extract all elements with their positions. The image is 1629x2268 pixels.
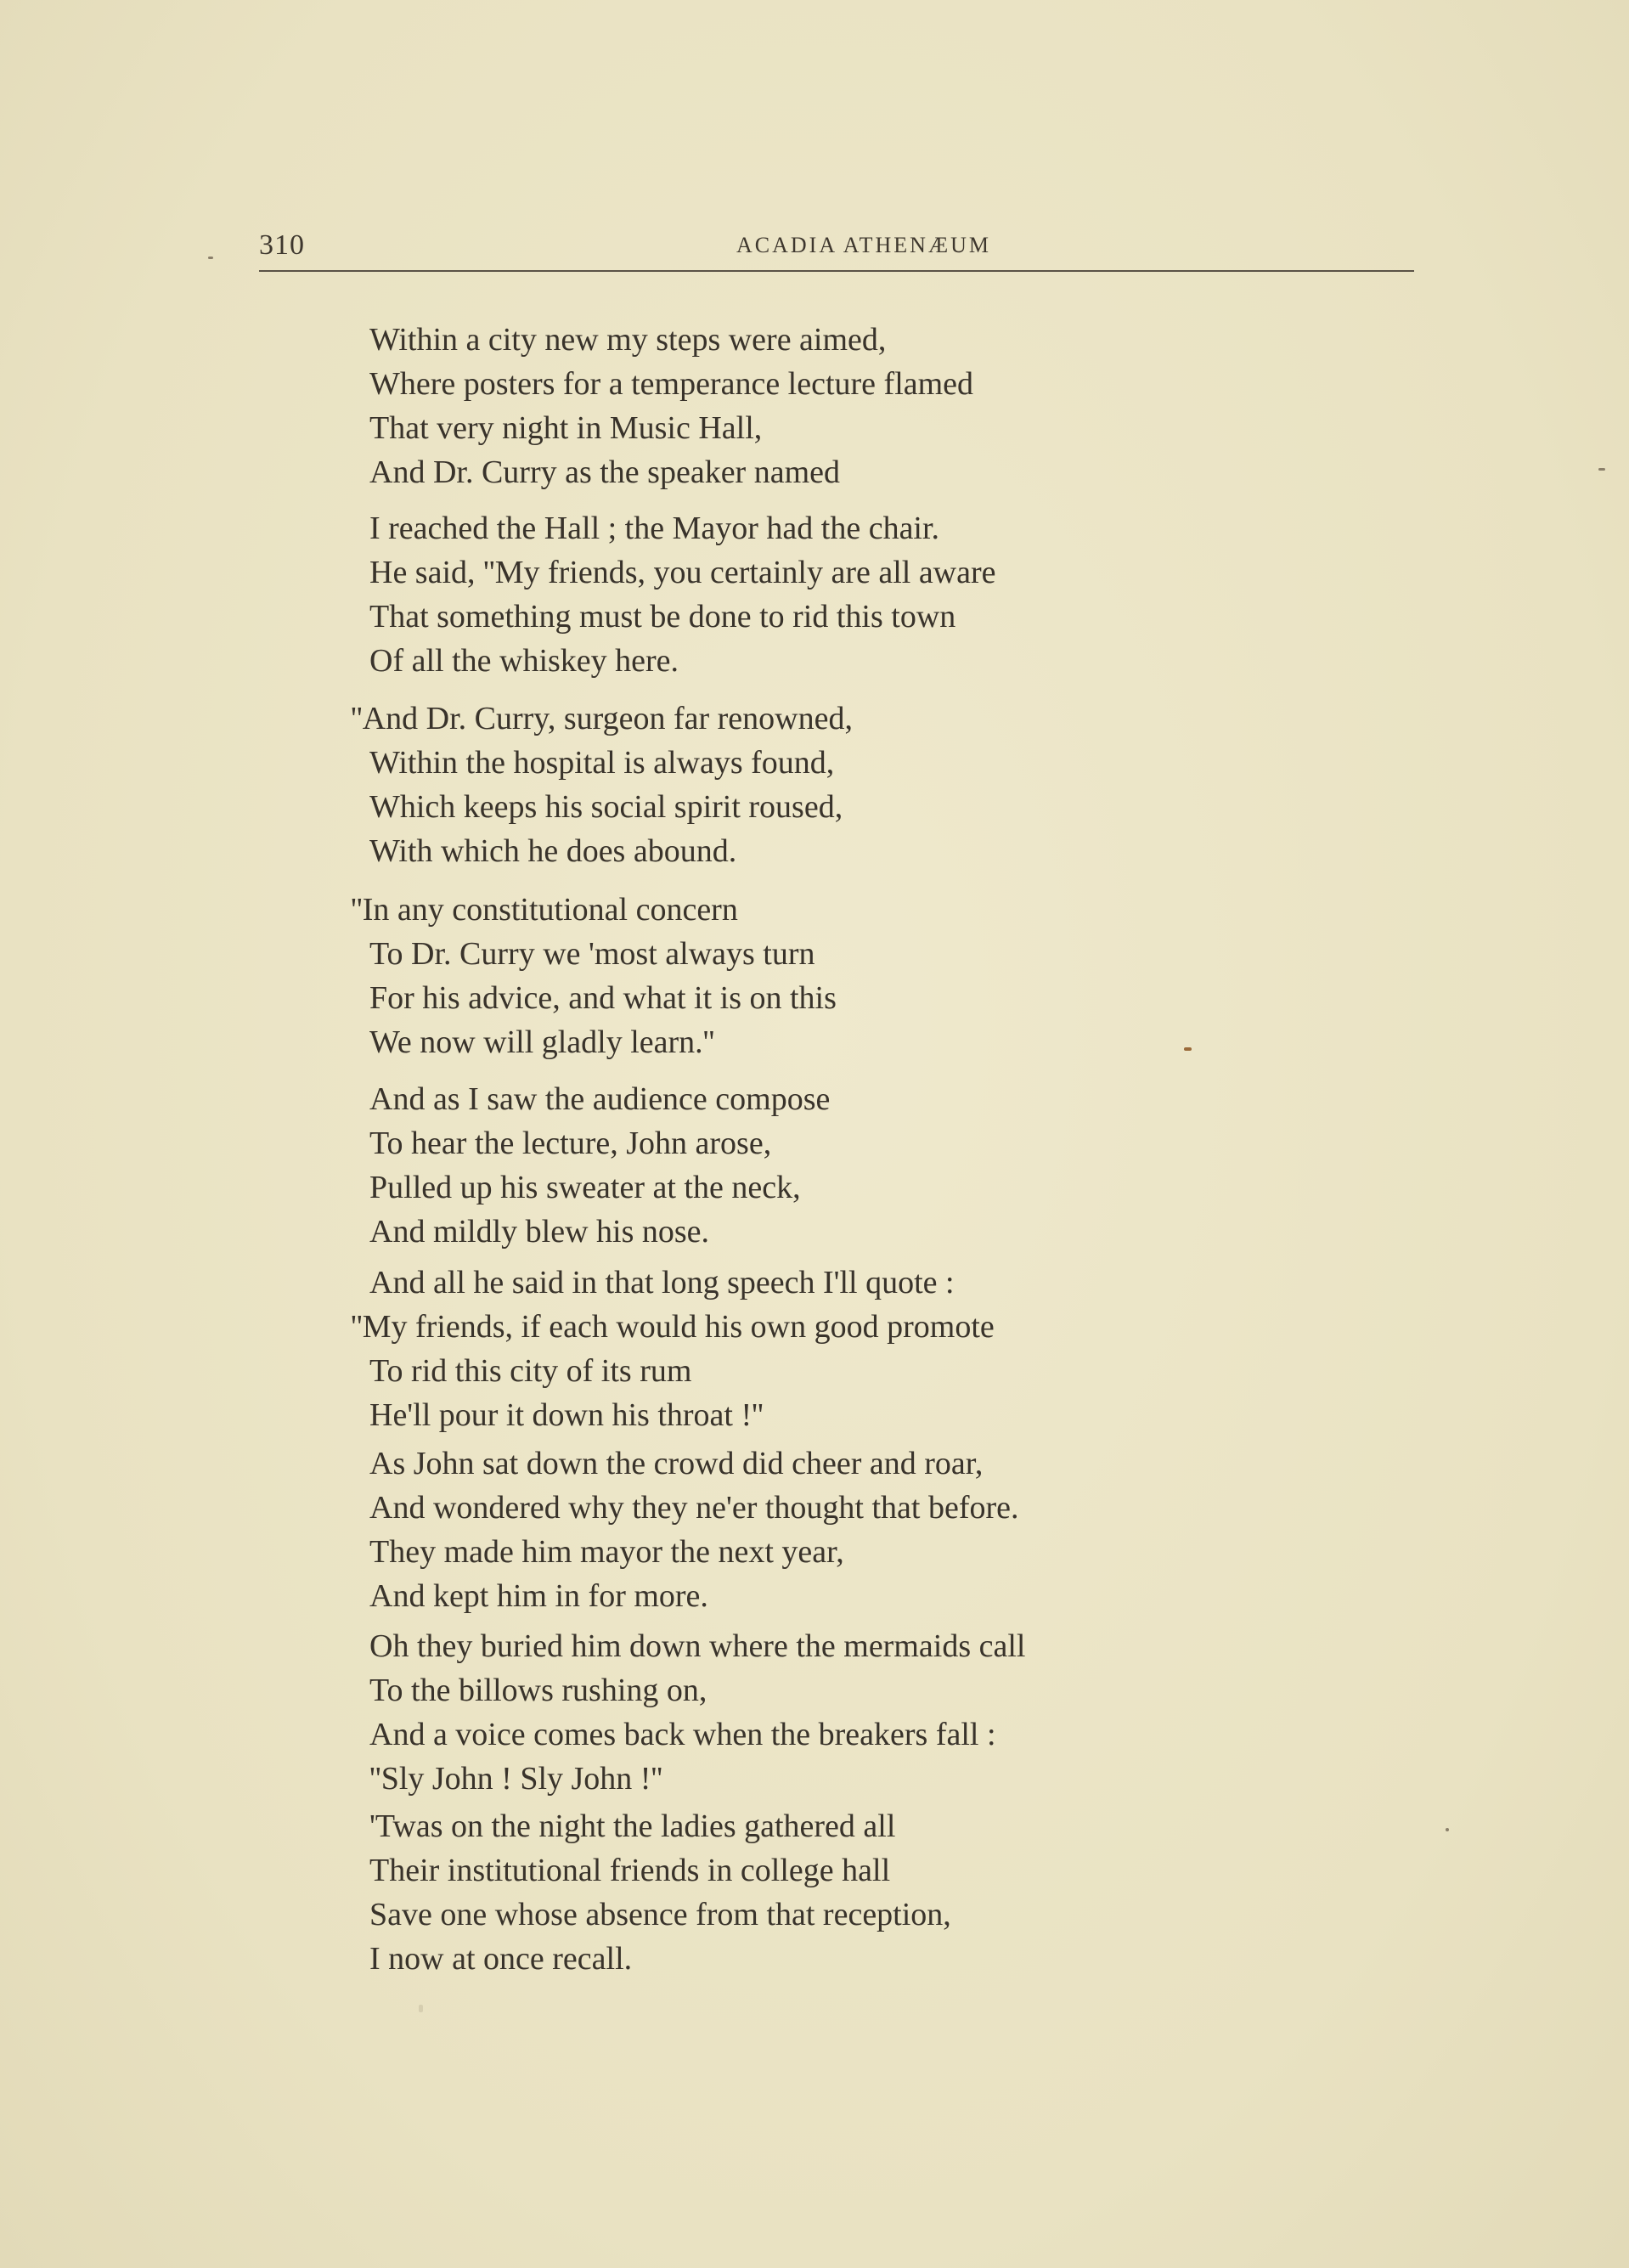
poem-line: As John sat down the crowd did cheer and roar, — [369, 1446, 984, 1481]
stanza-4 — [351, 888, 1304, 1064]
print-speck — [1184, 1047, 1192, 1051]
poem-line: I now at once recall. — [369, 1941, 633, 1977]
poem-line: And wondered why they ne'er thought that before. — [369, 1490, 1019, 1526]
poem-line: And kept him in for more. — [369, 1578, 708, 1614]
stanza-1 — [369, 318, 1304, 494]
poem-line: And all he said in that long speech I'll quote : — [369, 1265, 955, 1300]
poem-line: To Dr. Curry we 'most always turn — [369, 936, 815, 972]
print-speck — [1446, 1828, 1449, 1831]
poem-line: And as I saw the audience compose — [369, 1081, 831, 1117]
poem-line: ''Sly John ! Sly John !'' — [369, 1761, 663, 1797]
poem-line: To the billows rushing on, — [369, 1673, 707, 1708]
stanza-5 — [369, 1077, 1304, 1254]
poem-line: He'll pour it down his throat !'' — [369, 1397, 764, 1433]
poem-line: 'Twas on the night the ladies gathered all — [369, 1808, 896, 1844]
poem-line: Save one whose absence from that reception, — [369, 1897, 951, 1932]
poem-line: Where posters for a temperance lecture flamed — [369, 366, 974, 402]
poem-line: I reached the Hall ; the Mayor had the chair. — [369, 511, 940, 546]
poem-line: Their institutional friends in college hall — [369, 1853, 891, 1888]
poem-line: That very night in Music Hall, — [369, 410, 763, 446]
stanza-8 — [369, 1624, 1304, 1801]
stanza-7 — [369, 1441, 1304, 1618]
poem-line: Within the hospital is always found, — [369, 745, 835, 781]
stanza-6 — [351, 1261, 1304, 1437]
print-speck — [1598, 468, 1605, 471]
poem-line: ''In any constitutional concern — [351, 892, 738, 928]
poem-line: ''And Dr. Curry, surgeon far renowned, — [351, 701, 853, 736]
poem-line: We now will gladly learn.'' — [369, 1024, 715, 1060]
poem-line: Within a city new my steps were aimed, — [369, 322, 887, 358]
poem-line: For his advice, and what it is on this — [369, 980, 837, 1016]
poem-line: And mildly blew his nose. — [369, 1214, 710, 1250]
poem-line: And a voice comes back when the breakers fall : — [369, 1717, 996, 1752]
poem-line: They made him mayor the next year, — [369, 1534, 844, 1570]
stanza-9 — [369, 1804, 1304, 1981]
poem-line: Pulled up his sweater at the neck, — [369, 1170, 801, 1205]
poem-line: With which he does abound. — [369, 833, 737, 869]
poem-line: He said, ''My friends, you certainly are all aware — [369, 555, 996, 590]
page-number: 310 — [259, 229, 305, 261]
stanza-2 — [369, 506, 1304, 683]
running-head: ACADIA ATHENÆUM — [736, 233, 991, 257]
poem-line: Of all the whiskey here. — [369, 643, 679, 679]
poem-line: And Dr. Curry as the speaker named — [369, 454, 841, 490]
poem-line: Oh they buried him down where the mermaids call — [369, 1628, 1026, 1664]
poem-line: To hear the lecture, John arose, — [369, 1126, 772, 1161]
poem-line: That something must be done to rid this town — [369, 599, 956, 635]
print-speck — [208, 257, 213, 259]
poem-line: To rid this city of its rum — [369, 1353, 692, 1389]
stanza-3 — [351, 697, 1304, 873]
poem-line: ''My friends, if each would his own good promote — [351, 1309, 995, 1345]
print-speck — [419, 2005, 423, 2012]
poem-line: Which keeps his social spirit roused, — [369, 789, 843, 825]
